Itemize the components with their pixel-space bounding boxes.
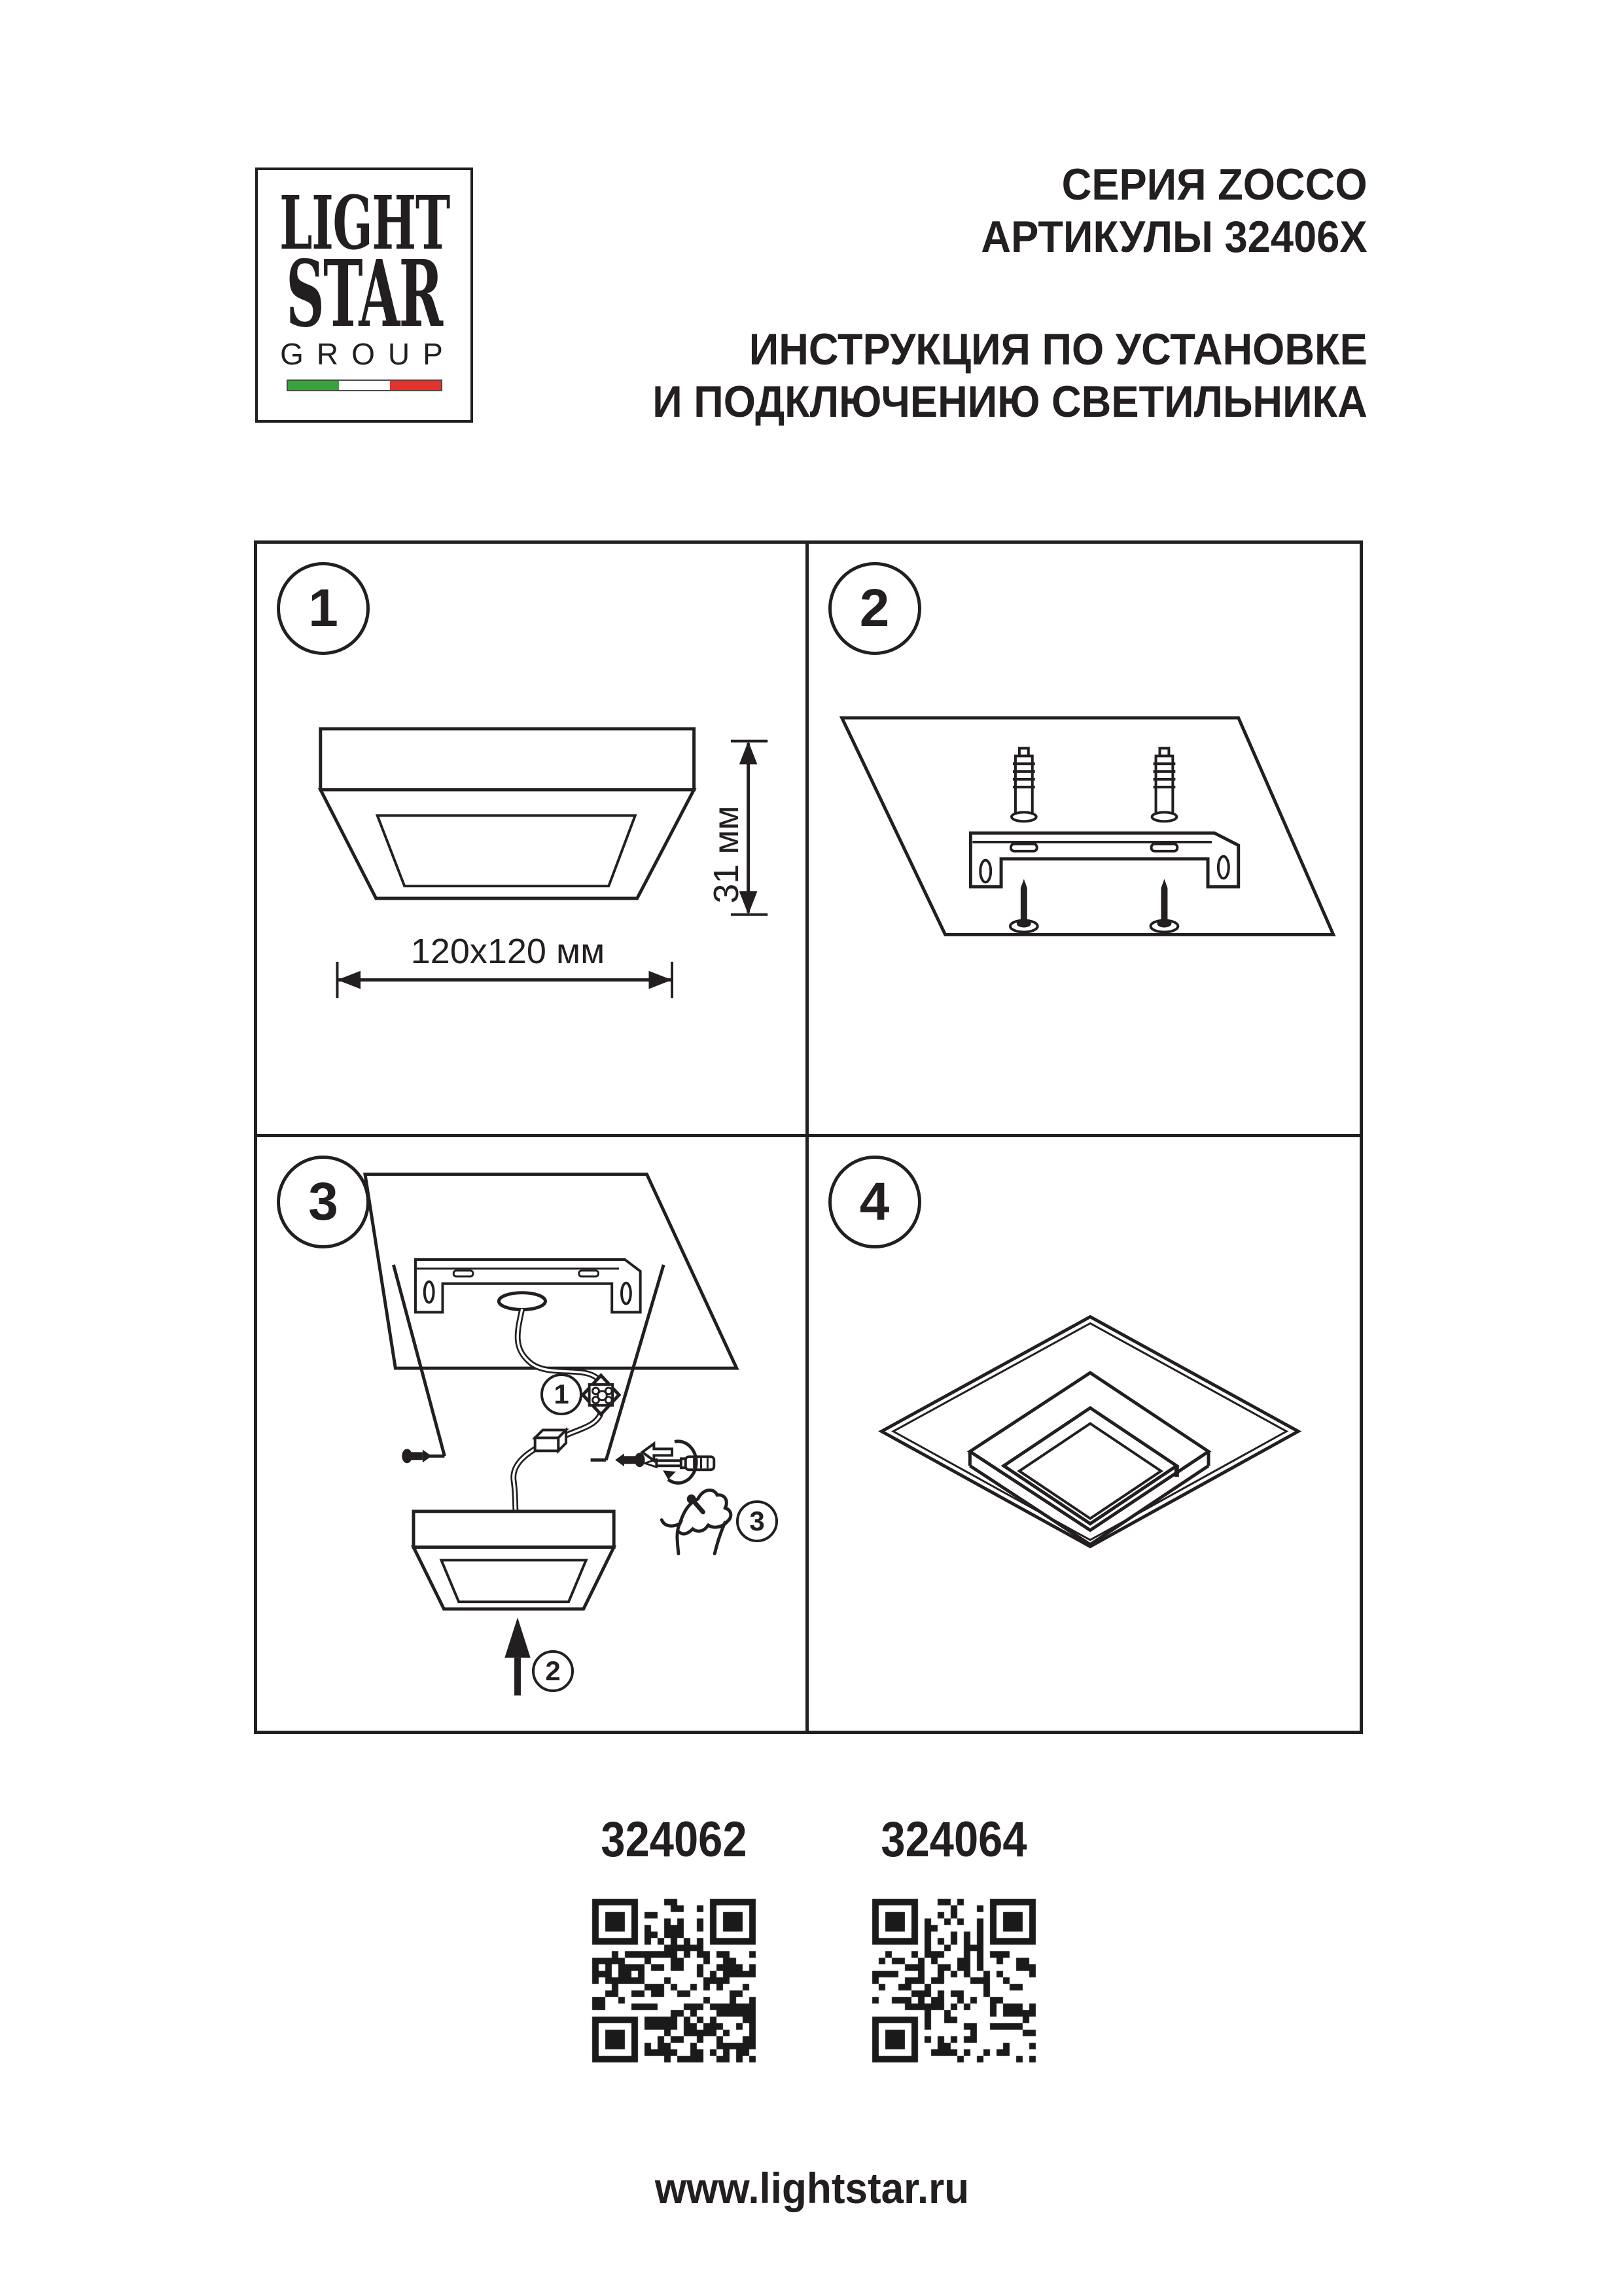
flag-white-stripe xyxy=(339,381,390,390)
step-3-number-badge: 3 xyxy=(277,1156,370,1248)
step-1-panel xyxy=(257,544,809,1137)
callout-lift-fixture: 2 xyxy=(532,1650,574,1692)
step-3-panel xyxy=(257,1137,809,1731)
header-instruction-block xyxy=(652,323,1368,428)
steps-grid xyxy=(254,540,1363,1734)
logo-word-light: LIGHT xyxy=(279,181,450,266)
instruction-title-line2: И ПОДКЛЮЧЕНИЮ СВЕТИЛЬНИКА xyxy=(652,377,1368,427)
qr-code-324062 xyxy=(586,1892,762,2069)
instruction-title-line1: ИНСТРУКЦИЯ ПО УСТАНОВКЕ xyxy=(749,325,1368,374)
width-dimension-label: 120x120 мм xyxy=(410,932,605,971)
height-dimension-label: 31 мм xyxy=(707,805,746,904)
callout-connect-wires: 1 xyxy=(540,1373,582,1415)
series-name: СЕРИЯ ZOCCO xyxy=(1062,160,1368,209)
logo-word-group: GROUP xyxy=(280,336,456,371)
step-1-number-badge: 1 xyxy=(277,562,370,655)
article-number-324062: 324062 xyxy=(601,1812,747,1867)
articles-line: АРТИКУЛЫ 32406X xyxy=(981,212,1368,262)
flag-green-stripe xyxy=(288,381,339,390)
step-2-number-badge: 2 xyxy=(828,562,921,655)
step-2-panel xyxy=(809,544,1360,1137)
lightstar-logo xyxy=(255,168,473,423)
website-url: www.lightstar.ru xyxy=(654,2164,970,2212)
step-4-number-badge: 4 xyxy=(828,1156,921,1248)
article-number-324064: 324064 xyxy=(881,1812,1027,1867)
step-4-panel xyxy=(809,1137,1360,1731)
italian-flag-icon xyxy=(287,380,442,391)
qr-code-324064 xyxy=(866,1892,1042,2069)
header-series-block xyxy=(981,158,1368,263)
flag-red-stripe xyxy=(390,381,441,390)
callout-tighten-screws: 3 xyxy=(736,1500,778,1542)
logo-word-star: STAR xyxy=(286,241,442,349)
